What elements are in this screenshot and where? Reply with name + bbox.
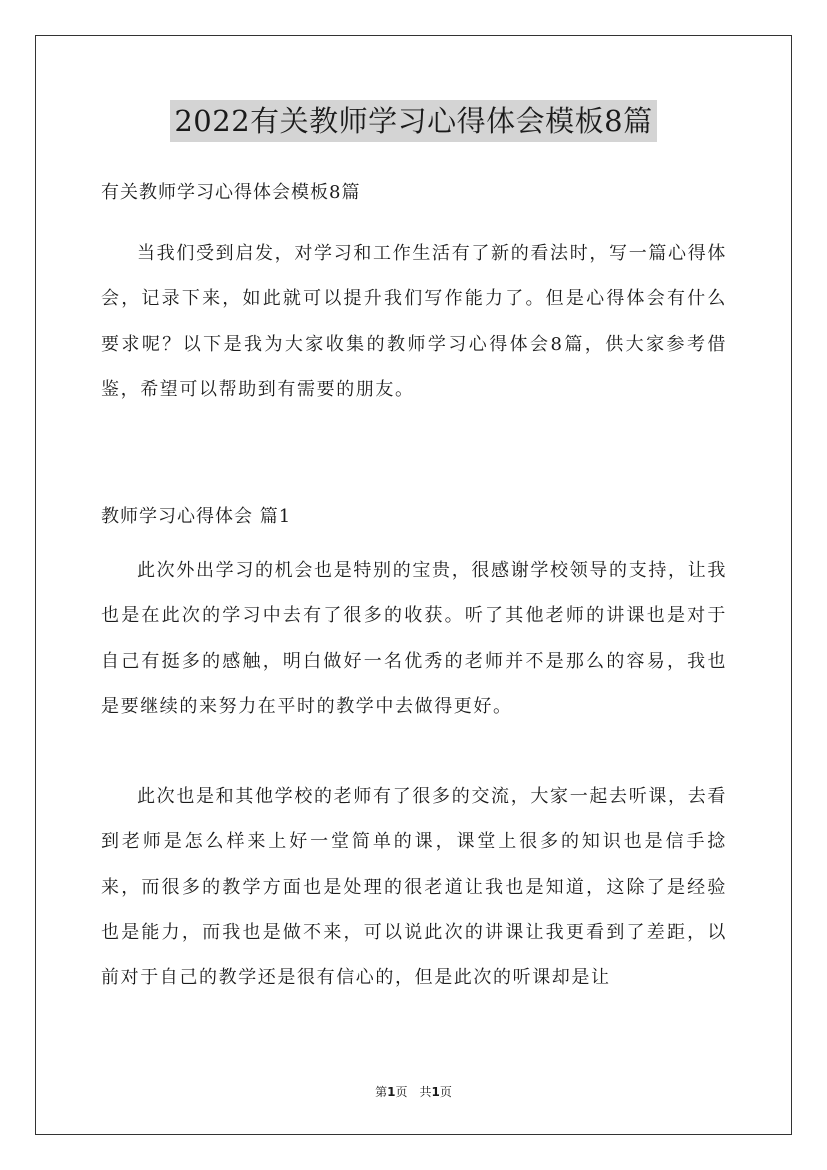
footer-current-page: 1	[387, 1085, 396, 1099]
footer-prefix: 第	[375, 1085, 388, 1099]
intro-paragraph: 当我们受到启发，对学习和工作生活有了新的看法时，写一篇心得体会，记录下来，如此就可以提升我们写作能力了。但是心得体会有什么要求呢？以下是我为大家收集的教师学习心得体会8篇，供大家参考借鉴，希望可以帮助到有需要的朋友。	[101, 243, 727, 400]
document-title: 2022有关教师学习心得体会模板8篇	[170, 100, 656, 142]
footer-mid: 页 共	[395, 1085, 432, 1099]
document-subtitle: 有关教师学习心得体会模板8篇	[101, 182, 361, 203]
body-paragraph-2: 此次也是和其他学校的老师有了很多的交流，大家一起去听课，去看到老师是怎么样来上好一堂简单的课，课堂上很多的知识也是信手捻来，而很多的教学方面也是处理的很老道让我也是知道，这除了是经验也是能力，而我也是做不来，可以说此次的讲课让我更看到了差距，以前对于自己的教学还是很有信心的，但是此次的听课却是让	[101, 786, 727, 989]
footer-total-pages: 1	[431, 1085, 440, 1099]
footer-suffix: 页	[439, 1085, 452, 1099]
page-footer	[0, 1084, 827, 1100]
title-container	[0, 100, 827, 142]
body-paragraph-1: 此次外出学习的机会也是特别的宝贵，很感谢学校领导的支持，让我也是在此次的学习中去有了很多的收获。听了其他老师的讲课也是对于自己有挺多的感触，明白做好一名优秀的老师并不是那么的容易，我也是要继续的来努力在平时的教学中去做得更好。	[101, 560, 727, 717]
section-heading: 教师学习心得体会 篇1	[101, 506, 292, 527]
